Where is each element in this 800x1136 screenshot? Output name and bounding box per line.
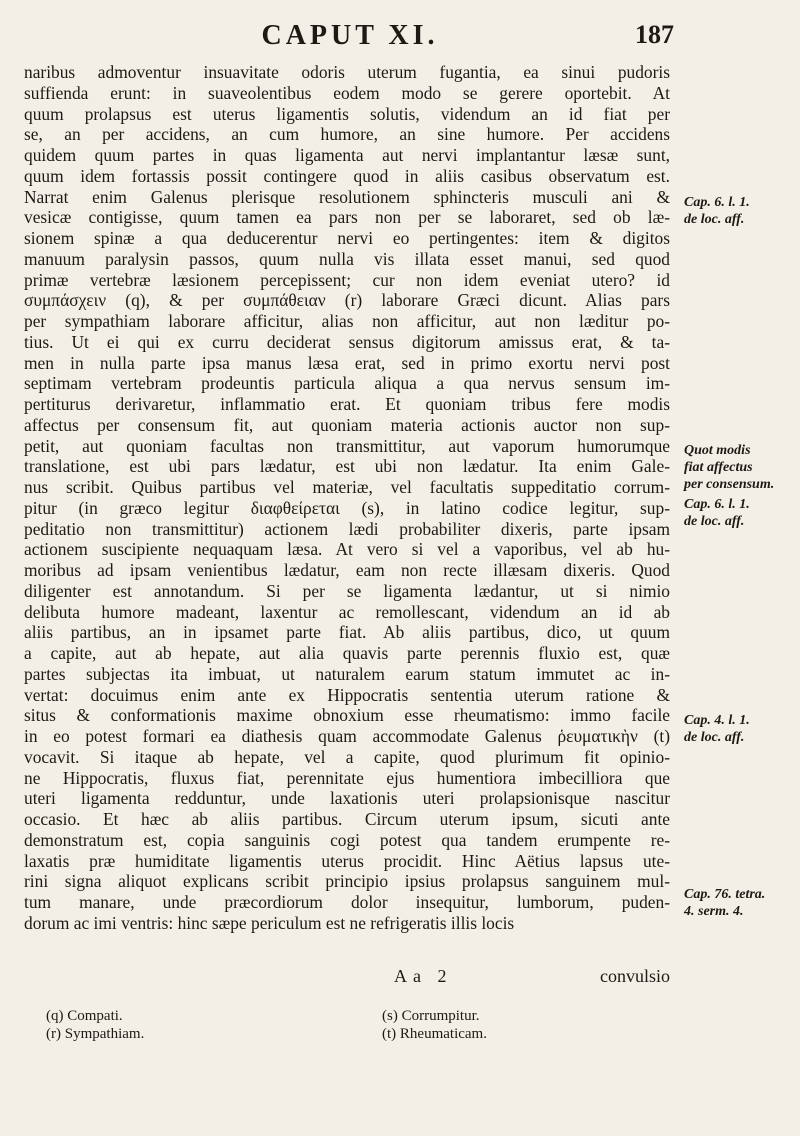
footnote: [46, 1008, 123, 1025]
text-line: vesicæ contigisse, quum tamen ea pars non per se laboraret, sed ob læ-: [24, 207, 670, 228]
text-line: sionem spinæ a qua deducerentur nervi eo pertingentes: item & digitos: [24, 228, 670, 248]
margin-note-line: Quot modis: [684, 443, 751, 458]
text-line: uteri ligamenta redduntur, unde laxationis uteri prolapsionisque nascitur: [24, 788, 670, 809]
margin-note: [684, 886, 796, 920]
text-line: per sympathiam laborare afficitur, alias non afficitur, aut non læditur po-: [24, 311, 670, 331]
margin-note-line: per consensum.: [684, 477, 775, 492]
margin-note-line: Cap. 6. l. 1.: [684, 497, 750, 512]
margin-note-line: fiat affectus: [684, 460, 753, 475]
footnote-text: Rheumaticam.: [399, 1026, 487, 1042]
text-line: peditatio non transmittitur) actionem lædi probabiliter dixeris, parte ipsam: [24, 518, 670, 539]
text-line: quidem quum partes in quas ligamenta aut nervi implantantur læsæ sunt,: [24, 145, 670, 165]
text-line: situs & conformationis maxime obnoxium esse rheumatismo: immo facile: [24, 705, 670, 726]
text-line: Narrat enim Galenus plerisque resolutionem sphincteris musculi ani &: [24, 186, 670, 207]
footnote-text: Sympathiam.: [64, 1026, 145, 1042]
footnote: [382, 1026, 487, 1043]
text-line: pitur (in græco legitur διαφθείρεται (s), in latino codice legitur, sup-: [24, 497, 670, 518]
margin-note: [684, 496, 796, 530]
margin-note-line: de loc. aff.: [684, 212, 745, 227]
text-line: primæ vertebræ læsionem percepissent; cur non idem eveniat utero? id: [24, 269, 670, 290]
text-line: dorum ac imi ventris: hinc sæpe periculum est ne refrigeratis illis locis: [24, 912, 515, 933]
margin-note-line: Cap. 6. l. 1.: [684, 195, 750, 210]
text-line: occasio. Et hæc ab aliis partibus. Circum uterum ipsum, sicuti ante: [24, 809, 670, 829]
text-line: moribus ad ipsam venientibus lædatur, eam non recte illæsam dixeris. Quod: [24, 560, 670, 580]
text-line: men in nulla parte ipsa manus læsa erat, sed in primo exortu nervi post: [24, 352, 670, 373]
margin-note-line: Cap. 4. l. 1.: [684, 713, 750, 728]
text-line: nus scribit. Quibus partibus vel materiæ, vel facultatis suppeditatio corrum-: [24, 477, 670, 497]
text-line: demonstratum est, copia sanguinis cogi potest qua tandem erumpente re-: [24, 829, 670, 850]
footnote-mark: (q): [46, 1008, 64, 1024]
text-line: quum prolapsus est uterus ligamentis solutis, videndum an id fiat per: [24, 103, 670, 124]
text-line: affectus per consensum fit, aut quoniam materia actionis auctor non sup-: [24, 414, 670, 435]
text-line: pertiturus derivaretur, inflammatio erat. Et quoniam tribus fere modis: [24, 394, 670, 414]
text-line: συμπάσχειν (q), & per συμπάθειαν (r) laborare Græci dicunt. Alias pars: [24, 290, 670, 311]
footnote-text: Corrumpitur.: [401, 1008, 480, 1024]
text-line: aliis partibus, an in ipsamet parte fiat. Ab aliis partibus, dico, ut quum: [24, 622, 670, 643]
footnote-mark: (r): [46, 1026, 61, 1042]
text-line: se, an per accidens, an cum humore, an sine humore. Per accidens: [24, 124, 670, 145]
text-line: in eo potest formari ea diathesis quam accommodate Galenus ῥευματικὴν (t): [24, 726, 670, 746]
chapter-title: CAPUT XI.: [261, 20, 439, 51]
text-line: rini signa aliquot explicans scribit principio ipsius prolapsus sanguinem mul-: [24, 871, 670, 892]
text-line: tius. Ut ei qui ex curru deciderat sensus digitorum amissus erat, & ta-: [24, 331, 670, 352]
text-line: quum idem fortassis possit contingere quod in aliis casibus observatum est.: [24, 165, 670, 186]
signature-mark: Aa 2: [394, 966, 453, 986]
text-line: partes subjectas ita imbuat, ut naturalem earum statum immutet ac in-: [24, 663, 670, 684]
text-line: delibuta humore madeant, laxentur ac remollescant, videndum an id ab: [24, 601, 670, 622]
text-line: translatione, est ubi pars lædatur, est ubi non lædatur. Ita enim Gale-: [24, 456, 670, 477]
text-line: vocavit. Si itaque ab hepate, vel a capite, quod plurimum fit opinio-: [24, 746, 670, 767]
text-line: tum manare, unde præcordiorum dolor insequitur, lumborum, puden-: [24, 892, 670, 912]
footnote-mark: (s): [382, 1008, 398, 1024]
margin-note-line: Cap. 76. tetra.: [684, 887, 766, 902]
margin-note-line: de loc. aff.: [684, 514, 745, 529]
text-line: naribus admoventur insuavitate odoris uterum fugantia, ea sinui pudoris: [24, 62, 670, 82]
catchword: convulsio: [600, 966, 670, 986]
footnote-mark: (t): [382, 1026, 397, 1042]
text-line: suffienda erunt: in suaveolentibus eodem modo se gerere oportebit. At: [24, 82, 670, 103]
footnote: [382, 1008, 480, 1025]
text-line: petit, aut quoniam facultas non transmittitur, aut vaporum humorumque: [24, 435, 670, 456]
text-line: a capite, aut ab hepate, aut alia quavis parte perennis fluxio est, quæ: [24, 643, 670, 663]
footnote: [46, 1026, 144, 1043]
page-number: 187: [635, 20, 674, 49]
text-line: manuum paralysin passos, quum nulla vis illata esset manui, sed quod: [24, 248, 670, 269]
margin-note-line: de loc. aff.: [684, 730, 745, 745]
margin-note: [684, 442, 796, 493]
text-line: laxatis præ humiditate ligamentis uterus procidit. Hinc Aëtius lapsus ute-: [24, 850, 670, 871]
footnote-text: Compati.: [67, 1008, 123, 1024]
margin-note-line: 4. serm. 4.: [684, 904, 744, 919]
text-line: actionem suscipiente nequaquam læsa. At vero si vel a vaporibus, vel ab hu-: [24, 539, 670, 560]
margin-note: [684, 712, 796, 746]
text-line: diligenter est annotandum. Si per se ligamenta lædantur, ut si nimio: [24, 580, 670, 601]
page-header: [20, 18, 680, 58]
margin-note: [684, 194, 796, 228]
main-text: [24, 62, 670, 934]
catchline: [24, 966, 670, 990]
text-line: vertat: docuimus enim ante ex Hippocratis sententia uterum ratione &: [24, 684, 670, 705]
text-line: ne Hippocratis, fluxus fiat, perennitate ejus humentiora imbecilliora que: [24, 767, 670, 788]
text-line: septimam vertebram prodeuntis particula aliqua a qua nervus sensum im-: [24, 373, 670, 394]
